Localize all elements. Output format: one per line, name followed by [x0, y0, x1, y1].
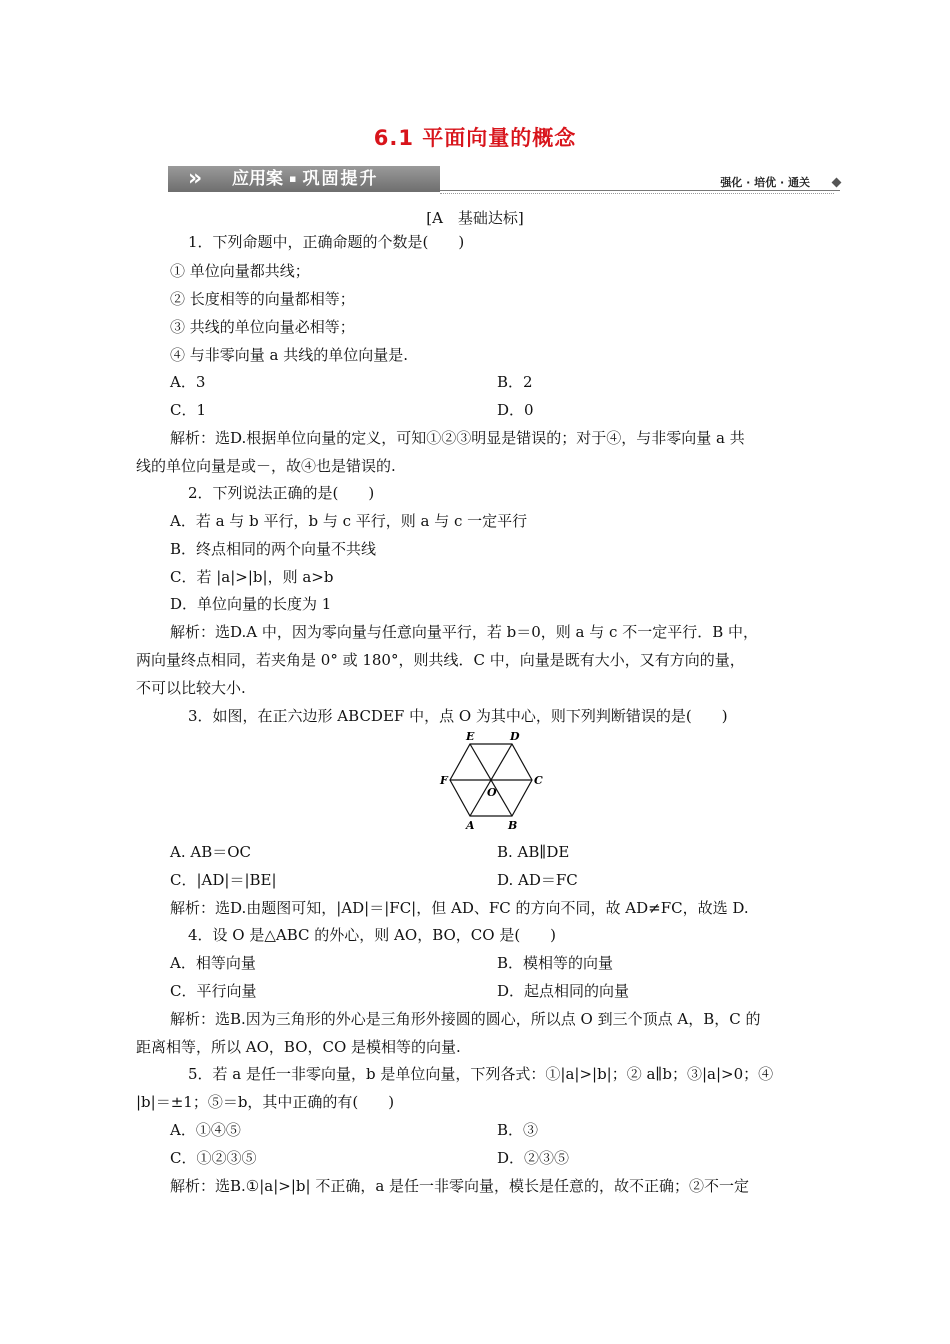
banner-dot: ▪ [289, 172, 297, 185]
q1-stem: 1．下列命题中，正确命题的个数是( ) [188, 233, 465, 251]
banner-highlight-text: 巩固提升 [302, 169, 379, 189]
q5-stem-1: 5．若 a 是任一非零向量，b 是单位向量，下列各式：①|a|>|b|；② a∥b；③|a|>0；④ [188, 1065, 774, 1083]
label-f: F [440, 774, 448, 787]
label-o: O [487, 786, 497, 799]
q2-solution-1: 解析：选D.A 中，因为零向量与任意向量平行，若 b＝0，则 a 与 c 不一定平行．B 中， [170, 623, 758, 641]
banner-rule [440, 190, 840, 191]
q2-solution-3: 不可以比较大小. [136, 679, 246, 697]
q4-option-a: A．相等向量 [170, 954, 256, 972]
q2-stem: 2．下列说法正确的是( ) [188, 484, 375, 502]
q1-item-2: ② 长度相等的向量都相等； [170, 290, 355, 308]
q5-option-b: B．③ [497, 1121, 539, 1139]
banner-label [232, 166, 378, 192]
q3-stem: 3．如图，在正六边形 ABCDEF 中，点 O 为其中心，则下列判断错误的是( ) [188, 707, 728, 725]
q1-option-b: B．2 [497, 373, 533, 391]
q5-stem-2: |b|＝±1；⑤＝b，其中正确的有( ) [136, 1093, 395, 1111]
q4-stem: 4．设 O 是△ABC 的外心，则 AO，BO，CO 是( ) [188, 926, 557, 944]
q5-option-c: C．①②③⑤ [170, 1149, 257, 1167]
q2-option-a: A．若 a 与 b 平行，b 与 c 平行，则 a 与 c 一定平行 [170, 512, 528, 530]
q5-option-a: A．①④⑤ [170, 1121, 241, 1139]
banner-right-text: 强化 · 培优 · 通关 [720, 176, 810, 189]
q3-option-b: B. AB∥DE [497, 843, 570, 861]
label-e: E [466, 730, 475, 743]
chevron-right-icon: » [188, 166, 199, 191]
q4-solution-1: 解析：选B.因为三角形的外心是三角形外接圆的圆心，所以点 O 到三个顶点 A，B，C 的 [170, 1010, 761, 1028]
section-banner [168, 160, 840, 196]
q3-option-c: C．|AD|＝|BE| [170, 871, 277, 889]
q2-option-c: C．若 |a|>|b|，则 a>b [170, 568, 334, 586]
q3-option-d: D. AD＝FC [497, 871, 578, 889]
banner-left-text: 应用案 [232, 169, 283, 189]
q1-solution-2: 线的单位向量是或－，故④也是错误的. [136, 457, 396, 475]
q2-option-d: D．单位向量的长度为 1 [170, 595, 332, 613]
q4-option-d: D．起点相同的向量 [497, 982, 630, 1000]
diamond-icon [832, 178, 842, 188]
hexagon-figure [430, 728, 550, 838]
q2-solution-2: 两向量终点相同，若夹角是 0° 或 180°，则共线．C 中，向量是既有大小，又有方向的量， [136, 651, 745, 669]
label-c: C [534, 774, 543, 787]
q1-item-3: ③ 共线的单位向量必相等； [170, 318, 355, 336]
q5-option-d: D．②③⑤ [497, 1149, 570, 1167]
q1-option-c: C．1 [170, 401, 207, 419]
label-b: B [508, 819, 518, 832]
q1-solution-1: 解析：选D.根据单位向量的定义，可知①②③明显是错误的；对于④，与非零向量 a 共 [170, 429, 745, 447]
q3-option-a: A. AB＝OC [170, 843, 251, 861]
label-d: D [510, 730, 520, 743]
q3-solution: 解析：选D.由题图可知，|AD|＝|FC|，但 AD、FC 的方向不同，故 AD≠FC，故选 D. [170, 899, 749, 917]
q1-item-4: ④ 与非零向量 a 共线的单位向量是. [170, 346, 409, 364]
q1-option-a: A．3 [170, 373, 206, 391]
q4-option-c: C．平行向量 [170, 982, 257, 1000]
q4-solution-2: 距离相等，所以 AO，BO，CO 是模相等的向量. [136, 1038, 461, 1056]
q5-solution-1: 解析：选B.①|a|>|b| 不正确，a 是任一非零向量，模长是任意的，故不正确；②不一定 [170, 1177, 750, 1195]
q1-option-d: D．0 [497, 401, 534, 419]
q1-item-1: ① 单位向量都共线； [170, 262, 310, 280]
q2-option-b: B．终点相同的两个向量不共线 [170, 540, 377, 558]
section-heading: [A 基础达标] [426, 209, 524, 227]
banner-rule-dotted [440, 193, 834, 194]
q4-option-b: B．模相等的向量 [497, 954, 614, 972]
label-a: A [466, 819, 475, 832]
page-title: 6.1 平面向量的概念 [373, 126, 577, 150]
